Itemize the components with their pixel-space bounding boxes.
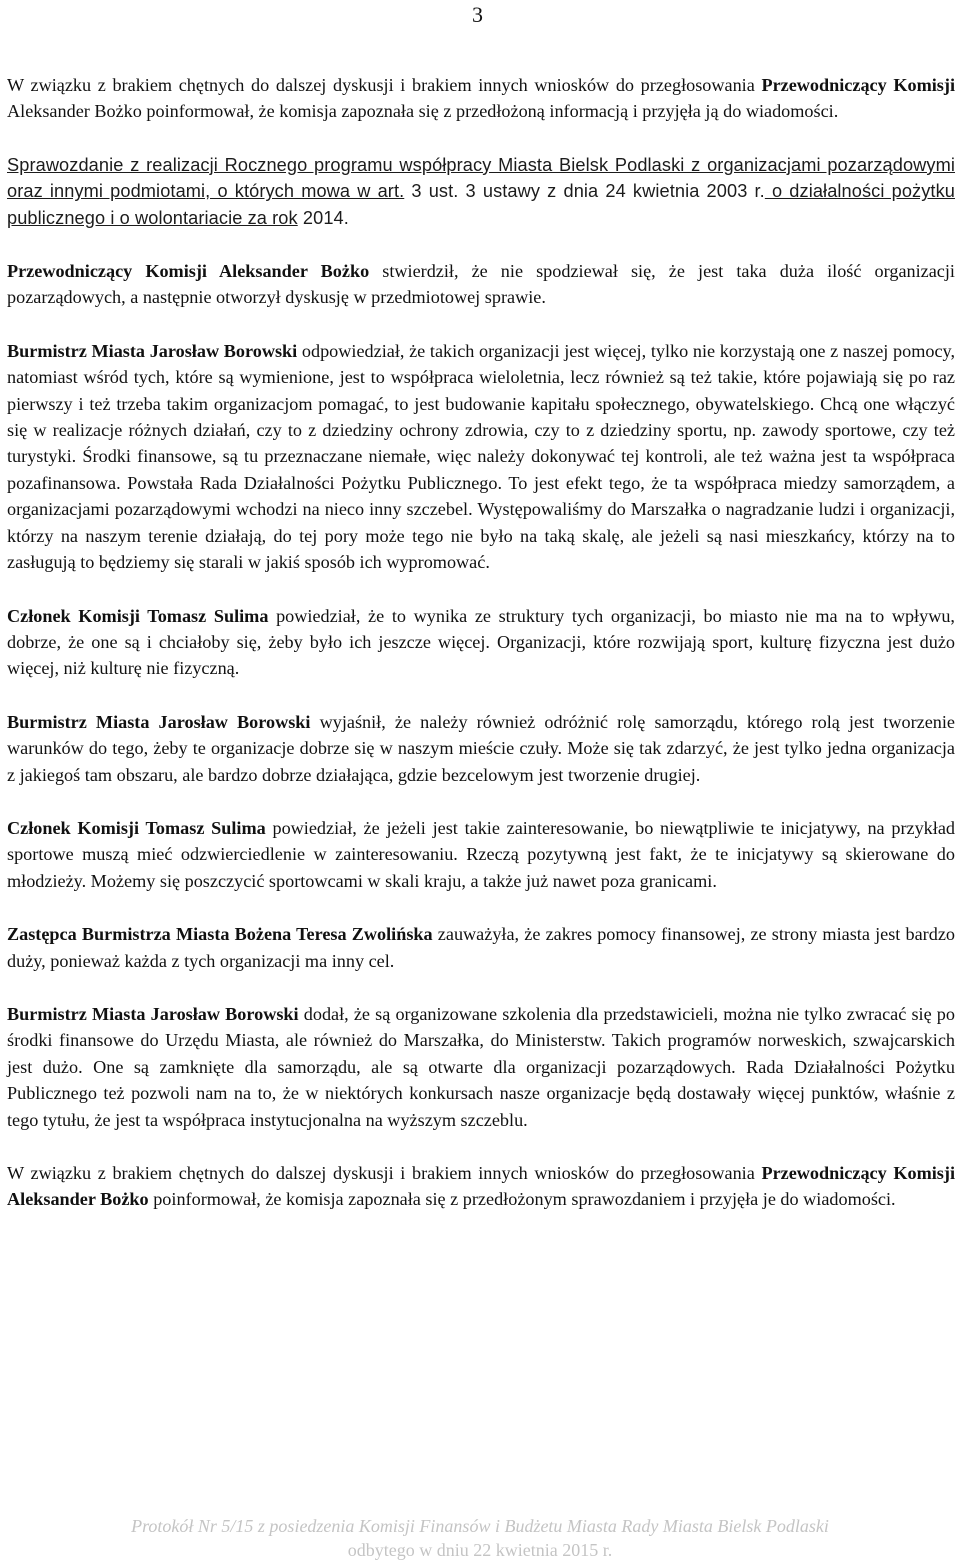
heading-plain: 3 ust. 3 ustawy z dnia 24 kwietnia 2003 r.	[404, 181, 765, 202]
paragraph-6	[7, 815, 955, 894]
heading-underlined-2: o działalności pożytku publicznego i o wolontariacie za rok	[7, 181, 955, 228]
heading-underlined-1: Sprawozdanie z realizacji Rocznego programu współpracy Miasta Bielsk Podlaski z organizacjami pozarządowymi oraz innymi podmiotami, o których mowa w art.	[7, 154, 955, 202]
paragraph-text: poinformował, że komisja zapoznała się z przedłożonym sprawozdaniem i przyjęła je do wiadomości.	[148, 1189, 896, 1210]
paragraph-text: wyjaśnił, że należy również odróżnić rolę samorządu, którego rolą jest tworzenie warunków do tego, żeby te organizacje dobrze się w naszym mieście czuły. Może się tak zdarzyć, że jest tylko jedna organizacja z jakiegoś tam obszaru, ale bardzo dobrze działająca, gdzie bezcelowym jest tworzenie drugiej.	[7, 711, 955, 785]
paragraph-text: powiedział, że to wynika ze struktury tych organizacji, bo miasto nie ma na to wpływu, dobrze, że one są i chciałoby się, żeby było ich jeszcze więcej. Organizacji, które rozwijają sport, kulturę fizyczna jest dużo więcej, niż kulturę nie fizyczną.	[7, 605, 955, 679]
document-body	[7, 72, 955, 1240]
heading-end: 2014.	[297, 207, 349, 228]
paragraph-9	[7, 1160, 955, 1213]
paragraph-3	[7, 338, 955, 576]
speaker-name: Burmistrz Miasta Jarosław Borowski	[7, 1003, 299, 1024]
speaker-name: Przewodniczący Komisji Aleksander Bożko	[7, 1163, 955, 1210]
page-number: 3	[472, 2, 483, 27]
paragraph-8	[7, 1001, 955, 1133]
speaker-name: Burmistrz Miasta Jarosław Borowski	[7, 340, 298, 361]
footer-meeting-date: odbytego w dniu 22 kwietnia 2015 r.	[347, 1540, 613, 1560]
paragraph-7	[7, 921, 955, 974]
paragraph-text: W związku z brakiem chętnych do dalszej dyskusji i brakiem innych wniosków do przegłosowania	[7, 1163, 762, 1183]
paragraph-text: Aleksander Bożko poinformował, że komisja zapoznała się z przedłożoną informacją i przyjęła ją do wiadomości.	[7, 101, 839, 122]
paragraph-5	[7, 709, 955, 788]
paragraph-text: stwierdził, że nie spodziewał się, że jest taka duża ilość organizacji pozarządowych, a następnie otworzył dyskusję w przedmiotowej sprawie.	[7, 261, 955, 308]
paragraph-1	[7, 72, 955, 125]
speaker-name: Przewodniczący Komisji	[761, 75, 955, 95]
speaker-name: Członek Komisji Tomasz Sulima	[7, 605, 269, 626]
speaker-name: Członek Komisji Tomasz Sulima	[7, 817, 266, 838]
speaker-name: Burmistrz Miasta Jarosław Borowski	[7, 711, 311, 732]
agenda-heading	[7, 152, 955, 231]
paragraph-2	[7, 258, 955, 311]
paragraph-text: W związku z brakiem chętnych do dalszej dyskusji i brakiem innych wniosków do przegłosowania	[7, 75, 762, 95]
speaker-name: Przewodniczący Komisji Aleksander Bożko	[7, 261, 370, 282]
speaker-name: Zastępca Burmistrza Miasta Bożena Teresa Zwolińska	[7, 924, 433, 945]
footer-protocol-title: Protokół Nr 5/15 z posiedzenia Komisji Finansów i Budżetu Miasta Rady Miasta Bielsk Podlaski	[131, 1516, 829, 1536]
paragraph-text: odpowiedział, że takich organizacji jest więcej, tylko nie korzystają one z naszej pomocy, natomiast wśród tych, które są wymienione, jest to współpraca wieloletnia, lecz również są też takie, które pojawiają się po raz pierwszy i też trzeba takim organizacjom pomagać, to jest budowanie kapitału społecznego, obywatelskiego. Chcą one włączyć się w realizacje różnych działań, czy to z dziedziny ochrony zdrowia, czy to z dziedziny sportu, np. zawody sportowe, czy też turystyki. Środki finansowe, są tu przeznaczane niemałe, więc należy dokonywać tej kontroli, ale też ważna jest ta współpraca pozafinansowa. Powstała Rada Działalności Pożytku Publicznego. To jest efekt tego, że ta współpraca miedzy samorządem, a organizacjami pozarządowymi wchodzi na nieco inny szczebel. Występowaliśmy do Marszałka o nagradzanie ludzi i organizacji, którzy na naszym terenie działają, do tej pory może tego nie było na taką skalę, ale jeżeli są nasi mieszkańcy, którzy na to zasługują to będziemy się starali w jakiś sposób ich wypromować.	[7, 340, 955, 573]
paragraph-text: zauważyła, że zakres pomocy finansowej, ze strony miasta jest bardzo duży, ponieważ każda z tych organizacji ma inny cel.	[7, 924, 955, 971]
paragraph-4	[7, 603, 955, 682]
paragraph-text: powiedział, że jeżeli jest takie zainteresowanie, bo niewątpliwie te inicjatywy, na przykład sportowe muszą mieć odzwierciedlenie w zainteresowaniu. Rzeczą pozytywną jest fakt, że te inicjatywy są skierowane do młodzieży. Możemy się poszczycić sportowcami w skali kraju, a także już nawet poza granicami.	[7, 817, 955, 891]
paragraph-text: dodał, że są organizowane szkolenia dla przedstawicieli, można nie tylko zwracać się po środki finansowe do Urzędu Miasta, ale również do Marszałka, do Ministerstw. Takich programów norweskich, szwajcarskich jest dużo. One są zamknięte dla samorządu, ale są otwarte dla organizacji pozarządowych. Rada Działalności Pożytku Publicznego też pozwoli nam na to, że w niektórych konkursach nasze organizacje będą dostawały więcej punktów, właśnie z tego tytułu, że jest ta współpraca instytucjonalna na wyższym szczeblu.	[7, 1003, 955, 1130]
